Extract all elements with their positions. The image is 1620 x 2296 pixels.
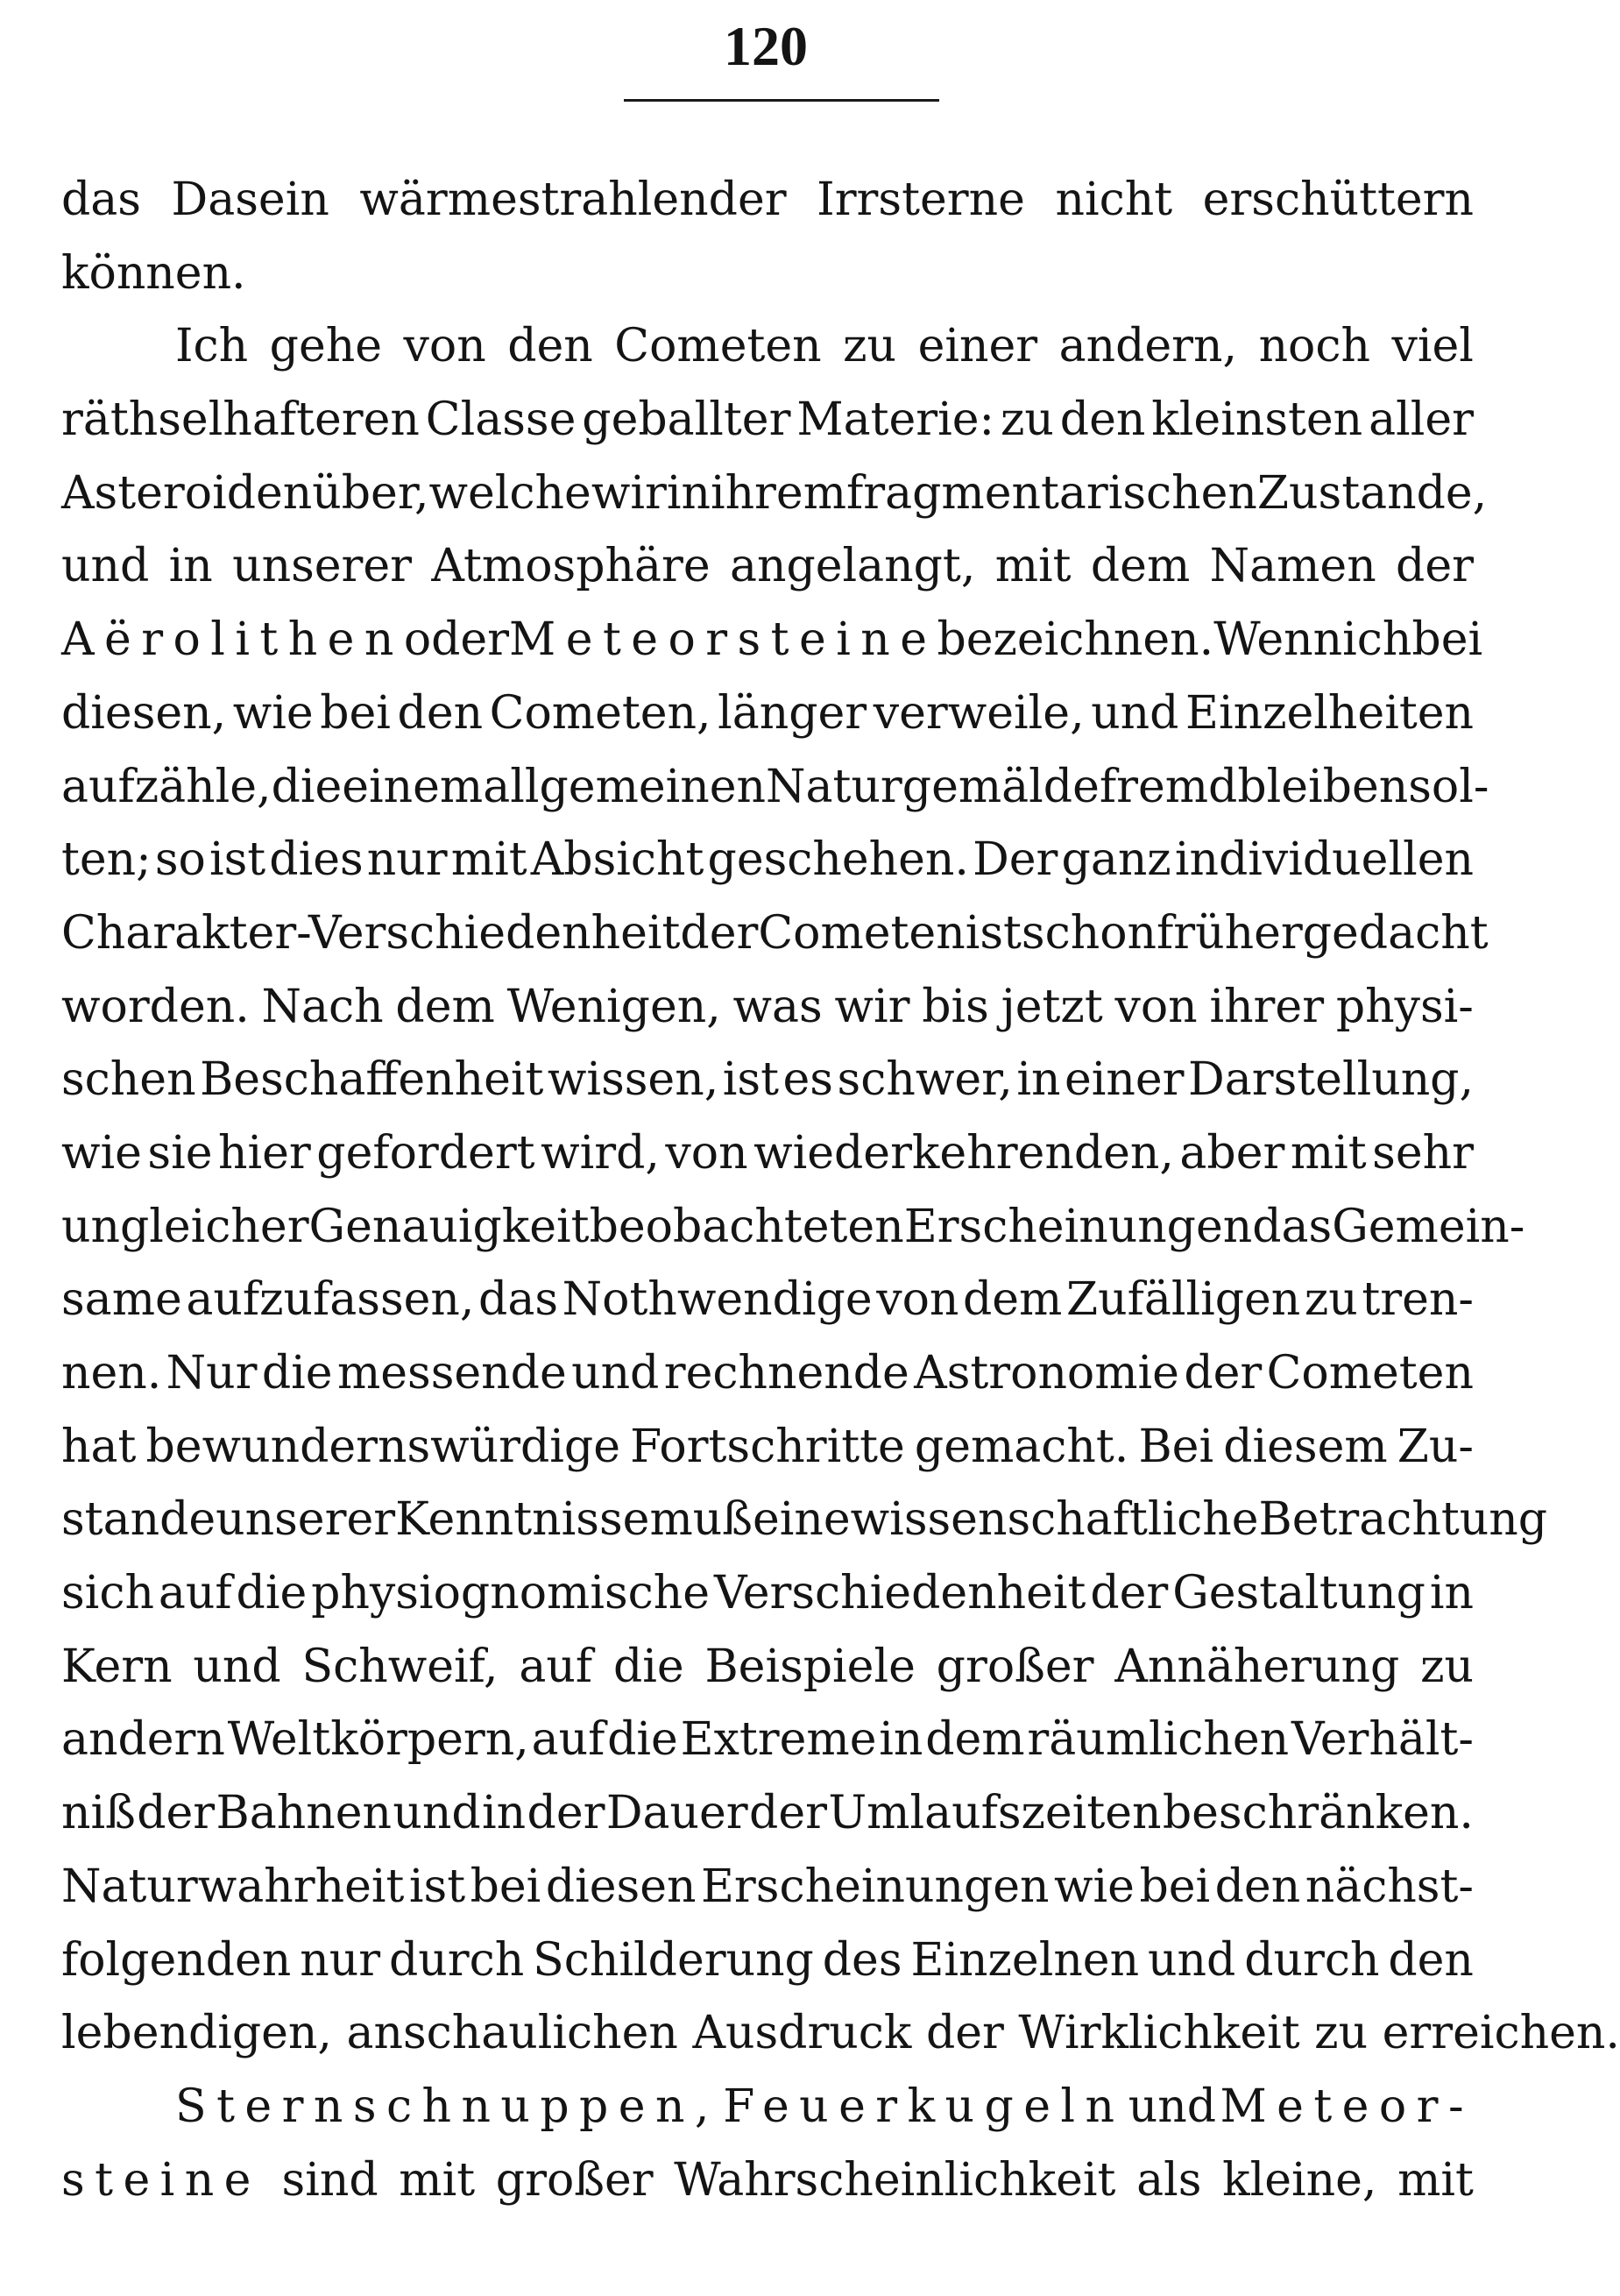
word: messende bbox=[336, 1347, 567, 1400]
word: lebendigen, bbox=[61, 2007, 332, 2060]
word: mit bbox=[1397, 2153, 1474, 2207]
word: bei bbox=[1411, 613, 1483, 667]
text-line bbox=[61, 1191, 1525, 1265]
word: als bbox=[1136, 2153, 1202, 2207]
word: Beispiele bbox=[704, 1640, 916, 1693]
text-line bbox=[61, 604, 1483, 677]
text-line bbox=[61, 971, 1474, 1045]
word: Erscheinungen bbox=[903, 1200, 1253, 1253]
word: bis bbox=[922, 980, 989, 1033]
word: mit bbox=[1290, 1126, 1367, 1180]
word: dem bbox=[963, 1273, 1063, 1327]
word: es bbox=[782, 1053, 833, 1107]
word: der bbox=[1396, 540, 1474, 593]
word: kleine, bbox=[1222, 2153, 1377, 2207]
word: schon bbox=[1021, 906, 1157, 960]
text-line bbox=[61, 1997, 1620, 2071]
word: rechnende bbox=[663, 1347, 909, 1400]
word: wie bbox=[1054, 1860, 1135, 1913]
word: länger bbox=[718, 686, 867, 740]
word: beobachteten bbox=[589, 1200, 904, 1253]
text-line bbox=[61, 1924, 1474, 1998]
word: einer bbox=[1064, 1053, 1185, 1107]
word: Einzelheiten bbox=[1185, 686, 1474, 740]
text-line bbox=[61, 1264, 1474, 1337]
word: Dauer bbox=[605, 1787, 748, 1840]
word: dem bbox=[925, 1713, 1025, 1767]
word: früher bbox=[1157, 906, 1303, 960]
word: Darstellung, bbox=[1188, 1053, 1474, 1107]
word: wissenschaftliche bbox=[850, 1493, 1259, 1547]
word: in bbox=[1016, 1053, 1061, 1107]
word: die bbox=[612, 1640, 684, 1693]
word: ist bbox=[408, 1860, 466, 1913]
text-line bbox=[61, 1337, 1474, 1411]
word: zu bbox=[1420, 1640, 1474, 1693]
word: bewundernswürdige bbox=[145, 1420, 620, 1473]
word: Wenigen, bbox=[506, 980, 721, 1033]
text-line bbox=[61, 457, 1488, 531]
word: zu bbox=[1304, 1273, 1358, 1327]
word: Annäherung bbox=[1114, 1640, 1400, 1693]
word: und bbox=[1148, 1933, 1236, 1987]
word: kleinsten bbox=[1151, 393, 1363, 447]
word: Fortschritte bbox=[630, 1420, 905, 1473]
word: so bbox=[154, 833, 206, 887]
word: bei bbox=[320, 686, 391, 740]
word: Betrachtung bbox=[1258, 1493, 1548, 1547]
word: auf bbox=[531, 1713, 605, 1767]
word: in bbox=[1429, 1567, 1474, 1620]
word: die bbox=[607, 1713, 678, 1767]
word: Namen bbox=[1209, 540, 1376, 593]
word: jetzt bbox=[1001, 980, 1103, 1033]
word: von bbox=[1114, 980, 1198, 1033]
word: Absicht bbox=[530, 833, 704, 887]
word: aber bbox=[1179, 1126, 1285, 1180]
word: räthselhafteren bbox=[61, 393, 420, 447]
word: das bbox=[61, 174, 141, 226]
word: physi- bbox=[1335, 980, 1474, 1033]
word: nur bbox=[300, 1933, 381, 1987]
word: der bbox=[680, 906, 759, 960]
word: Bahnen bbox=[216, 1787, 392, 1840]
text-line bbox=[61, 824, 1474, 897]
text-line bbox=[61, 751, 1489, 825]
word: Zufälligen bbox=[1065, 1273, 1301, 1327]
word: den bbox=[1214, 1860, 1301, 1913]
word: der bbox=[137, 1787, 216, 1840]
word: schwer, bbox=[837, 1053, 1013, 1107]
word: niß bbox=[61, 1787, 136, 1840]
word: ist bbox=[965, 906, 1022, 960]
word: bleiben bbox=[1237, 760, 1409, 813]
word: Cometen bbox=[758, 906, 966, 960]
word: gemacht. bbox=[914, 1420, 1129, 1473]
word: Schweif, bbox=[301, 1640, 499, 1693]
word: diesen, bbox=[61, 686, 227, 740]
word: Extreme bbox=[680, 1713, 877, 1767]
word: Zustande, bbox=[1256, 466, 1488, 520]
word: fragmentarischen bbox=[846, 466, 1257, 520]
word: Aërolithen bbox=[61, 613, 404, 667]
word: unserer bbox=[216, 1493, 396, 1547]
word: dem bbox=[395, 980, 495, 1033]
word: der bbox=[749, 1787, 827, 1840]
word: Einzelnen bbox=[910, 1933, 1140, 1987]
text-body bbox=[61, 164, 1620, 2217]
word: in bbox=[482, 1787, 527, 1840]
word: und bbox=[61, 540, 150, 593]
word: Genauigkeit bbox=[308, 1200, 590, 1253]
word: Kern bbox=[61, 1640, 173, 1693]
word: sich bbox=[61, 1567, 154, 1620]
word: bei bbox=[470, 1860, 541, 1913]
word: Verhält- bbox=[1291, 1713, 1474, 1767]
word: erschüttern bbox=[1202, 174, 1474, 226]
text-line bbox=[61, 1117, 1474, 1191]
page-number: 120 bbox=[724, 15, 808, 77]
word: ist bbox=[722, 1053, 779, 1107]
word: ich bbox=[1342, 613, 1412, 667]
word: Verschiedenheit bbox=[713, 1567, 1086, 1620]
word: hier bbox=[218, 1126, 311, 1180]
text-line bbox=[61, 2144, 1474, 2218]
word: ganz bbox=[1061, 833, 1171, 887]
word: den bbox=[1059, 393, 1146, 447]
word: auf bbox=[519, 1640, 593, 1693]
word: Zu- bbox=[1397, 1420, 1474, 1473]
word: Weltkörpern, bbox=[227, 1713, 529, 1767]
word: wiederkehrenden, bbox=[753, 1126, 1174, 1180]
word: Sternschnuppen, bbox=[175, 2080, 719, 2133]
word: same bbox=[61, 1273, 182, 1327]
word: Bei bbox=[1138, 1420, 1214, 1473]
word: wir bbox=[591, 466, 667, 520]
word: anschaulichen bbox=[346, 2007, 678, 2060]
word: Materie: bbox=[796, 393, 995, 447]
word: allgemeinen bbox=[483, 760, 767, 813]
word: ihrem bbox=[710, 466, 846, 520]
word: Gemein- bbox=[1332, 1200, 1525, 1253]
text-line bbox=[61, 164, 1474, 237]
word: ten; bbox=[61, 833, 152, 887]
text-line bbox=[61, 1044, 1474, 1117]
text-line bbox=[61, 530, 1474, 604]
word: aufzähle, bbox=[61, 760, 272, 813]
word: Schilderung bbox=[533, 1933, 814, 1987]
word: Gestaltung bbox=[1172, 1567, 1425, 1620]
text-line bbox=[61, 384, 1474, 457]
word: geschehen. bbox=[707, 833, 969, 887]
word: fremd bbox=[1099, 760, 1238, 813]
word: von bbox=[403, 320, 486, 373]
word: mit bbox=[450, 833, 527, 887]
word: steine bbox=[61, 2153, 261, 2207]
word: aller bbox=[1369, 393, 1474, 447]
word: physiognomische bbox=[311, 1567, 711, 1620]
word: Der bbox=[973, 833, 1058, 887]
text-line bbox=[61, 677, 1474, 751]
word: noch bbox=[1258, 320, 1370, 373]
word: diesem bbox=[1223, 1420, 1388, 1473]
word: zu bbox=[1000, 393, 1054, 447]
word: von bbox=[665, 1126, 748, 1180]
word: Cometen, bbox=[489, 686, 711, 740]
word: Kenntnisse bbox=[395, 1493, 650, 1547]
text-line bbox=[61, 1704, 1474, 1777]
word: Nur bbox=[166, 1347, 258, 1400]
word: nen. bbox=[61, 1347, 162, 1400]
word: andern bbox=[61, 1713, 225, 1767]
word: geballter bbox=[582, 393, 791, 447]
word: aufzufassen, bbox=[186, 1273, 475, 1327]
word: großer bbox=[495, 2153, 654, 2207]
word: Naturgemälde bbox=[766, 760, 1100, 813]
word: Naturwahrheit bbox=[61, 1860, 405, 1913]
word: von bbox=[876, 1273, 959, 1327]
word: die bbox=[271, 760, 343, 813]
word: nicht bbox=[1055, 174, 1173, 226]
word: das bbox=[1252, 1200, 1333, 1253]
word: hat bbox=[61, 1420, 137, 1473]
word: gefordert bbox=[316, 1126, 535, 1180]
word: unserer bbox=[232, 540, 413, 593]
word: andern, bbox=[1058, 320, 1238, 373]
text-line bbox=[61, 1557, 1474, 1631]
word: Umlaufszeiten bbox=[828, 1787, 1162, 1840]
word: ihrer bbox=[1209, 980, 1325, 1033]
word: Nothwendige bbox=[562, 1273, 873, 1327]
word: und bbox=[1128, 2080, 1217, 2133]
word: des bbox=[822, 1933, 902, 1987]
word: gedacht bbox=[1302, 906, 1489, 960]
word: Cometen bbox=[614, 320, 822, 373]
word: dies bbox=[269, 833, 364, 887]
word: die bbox=[261, 1347, 333, 1400]
word: wärmestrahlender bbox=[359, 174, 787, 226]
word: das bbox=[478, 1273, 559, 1327]
word: Irrsterne bbox=[817, 174, 1025, 226]
word: folgenden bbox=[61, 1933, 292, 1987]
word: Atmosphäre bbox=[431, 540, 711, 593]
text-line bbox=[61, 237, 1474, 311]
word: angelangt, bbox=[729, 540, 976, 593]
word: räumlichen bbox=[1027, 1713, 1290, 1767]
word: den bbox=[397, 686, 484, 740]
word: Feuerkugeln bbox=[723, 2080, 1125, 2133]
text-line bbox=[61, 1777, 1474, 1851]
word: muß bbox=[649, 1493, 753, 1547]
word: einer bbox=[917, 320, 1038, 373]
word: Ausdruck bbox=[692, 2007, 912, 2060]
word: bei bbox=[1139, 1860, 1211, 1913]
word: der bbox=[1090, 1567, 1169, 1620]
word: in bbox=[168, 540, 213, 593]
word: mit bbox=[399, 2153, 476, 2207]
word: erreichen. bbox=[1382, 2007, 1620, 2060]
word: der bbox=[1184, 1347, 1263, 1400]
word: der bbox=[527, 1787, 605, 1840]
word: Cometen bbox=[1266, 1347, 1474, 1400]
word: in bbox=[879, 1713, 923, 1767]
word: Beschaffenheit bbox=[200, 1053, 544, 1107]
word: stande bbox=[61, 1493, 216, 1547]
header-rule bbox=[624, 99, 939, 102]
word: Nach bbox=[261, 980, 384, 1033]
word: dem bbox=[1090, 540, 1191, 593]
word: wie bbox=[232, 686, 314, 740]
word: in bbox=[666, 466, 711, 520]
word: viel bbox=[1391, 320, 1474, 373]
word: wir bbox=[834, 980, 910, 1033]
word: einem bbox=[342, 760, 484, 813]
word: mit bbox=[994, 540, 1072, 593]
word: oder bbox=[403, 613, 510, 667]
word: Astronomie bbox=[914, 1347, 1179, 1400]
word: sie bbox=[147, 1126, 213, 1180]
word: nächst- bbox=[1305, 1860, 1474, 1913]
word: Wahrscheinlichkeit bbox=[674, 2153, 1116, 2207]
word: schen bbox=[61, 1053, 196, 1107]
word: die bbox=[236, 1567, 308, 1620]
word: eine bbox=[753, 1493, 851, 1547]
word: ist bbox=[209, 833, 266, 887]
word: durch bbox=[1244, 1933, 1380, 1987]
text-line bbox=[61, 897, 1489, 971]
word: den bbox=[1388, 1933, 1474, 1987]
word: nur bbox=[366, 833, 448, 887]
word: Charakter-Verschiedenheit bbox=[61, 906, 681, 960]
word: wie bbox=[61, 1126, 142, 1180]
word: über, bbox=[312, 466, 429, 520]
word: auf bbox=[158, 1567, 232, 1620]
word: wissen, bbox=[547, 1053, 719, 1107]
word: diesen bbox=[545, 1860, 697, 1913]
word: beschränken. bbox=[1162, 1787, 1474, 1840]
word: der bbox=[925, 2007, 1004, 2060]
word: welche bbox=[428, 466, 591, 520]
word: den bbox=[507, 320, 593, 373]
word: großer bbox=[936, 1640, 1094, 1693]
text-line bbox=[61, 2071, 1474, 2144]
word: verweile, bbox=[873, 686, 1085, 740]
word: bezeichnen. bbox=[937, 613, 1214, 667]
word: Wirklichkeit bbox=[1018, 2007, 1300, 2060]
word: Asteroiden bbox=[61, 466, 313, 520]
word: Meteorsteine bbox=[509, 613, 937, 667]
word: zu bbox=[843, 320, 897, 373]
word: zu bbox=[1314, 2007, 1369, 2060]
word: wird, bbox=[541, 1126, 660, 1180]
word: und bbox=[571, 1347, 660, 1400]
word: individuellen bbox=[1174, 833, 1474, 887]
word: und bbox=[393, 1787, 481, 1840]
word: sehr bbox=[1372, 1126, 1474, 1180]
word: und bbox=[193, 1640, 281, 1693]
word: Ich bbox=[175, 320, 249, 373]
word: was bbox=[732, 980, 823, 1033]
word: Classe bbox=[425, 393, 577, 447]
word: können. bbox=[61, 246, 246, 300]
word: und bbox=[1091, 686, 1179, 740]
word: gehe bbox=[269, 320, 382, 373]
text-line bbox=[61, 1851, 1474, 1924]
text-line bbox=[61, 1411, 1474, 1485]
word: Dasein bbox=[171, 174, 329, 226]
word: sind bbox=[281, 2153, 378, 2207]
text-line bbox=[61, 1484, 1548, 1557]
word: Erscheinungen bbox=[700, 1860, 1050, 1913]
text-line bbox=[61, 1631, 1474, 1704]
word: durch bbox=[388, 1933, 525, 1987]
word: worden. bbox=[61, 980, 250, 1033]
word: ungleicher bbox=[61, 1200, 309, 1253]
word: sol- bbox=[1408, 760, 1489, 813]
word: Meteor- bbox=[1220, 2080, 1474, 2133]
text-line bbox=[61, 310, 1474, 384]
word: tren- bbox=[1362, 1273, 1474, 1327]
word: Wenn bbox=[1213, 613, 1343, 667]
